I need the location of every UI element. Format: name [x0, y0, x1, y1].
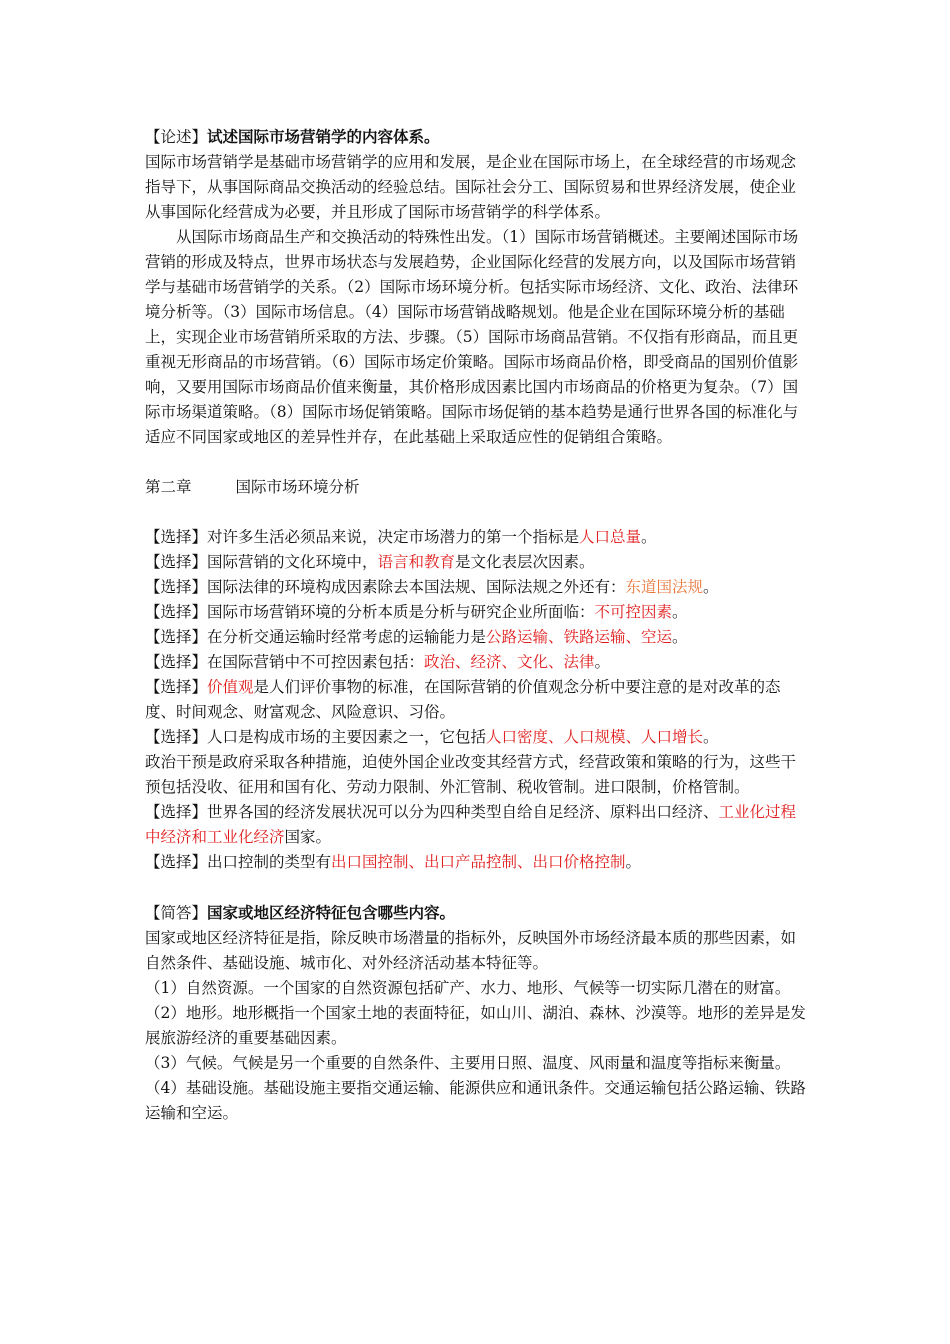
choice-tag: 【选择】 [145, 803, 208, 821]
choice-text-end: 。 [703, 728, 719, 746]
choice-text-end: 。 [594, 653, 611, 671]
choice-item [145, 625, 811, 650]
choice-text-end: 是文化表层次因素。 [455, 553, 595, 571]
choice-item [145, 725, 811, 750]
choice-answer: 不可控因素 [594, 603, 673, 621]
choice-text-end: 。 [641, 528, 657, 546]
choice-text: 国际市场营销环境的分析本质是分析与研究企业所面临： [207, 603, 595, 621]
essay-question [145, 124, 811, 150]
choice-tag: 【选择】 [145, 678, 208, 696]
choice-answer: 出口国控制、出口产品控制、出口价格控制 [331, 853, 626, 871]
choice-text: 国际营销的文化环境中， [207, 553, 378, 571]
choice-item [145, 600, 811, 625]
choice-item [145, 675, 811, 725]
short-answer-item: （4）基础设施。基础设施主要指交通运输、能源供应和通讯条件。交通运输包括公路运输、铁路运输和空运。 [145, 1079, 806, 1122]
choice-tag: 【选择】 [145, 728, 208, 746]
essay-question-text: 试述国际市场营销学的内容体系。 [207, 127, 440, 146]
choice-text-end: 。 [672, 628, 688, 646]
choice-tag: 【选择】 [145, 603, 208, 621]
essay-paragraph-2: 从国际市场商品生产和交换活动的特殊性出发。（1）国际市场营销概述。主要阐述国际市场营销的形成及特点，世界市场状态与发展趋势，企业国际化经营的发展方向，以及国际市场营销学与基础市场营销学的关系。（2）国际市场环境分析。包括实际市场经济、文化、政治、法律环境分析等。（3）国际市场信息。（4）国际市场营销战略规划。他是企业在国际环境分析的基础上，实现企业市场营销所采取的方法、步骤。（5）国际市场商品营销。不仅指有形商品，而且更重视无形商品的市场营销。（6）国际市场定价策略。国际市场商品价格，即受商品的国别价值影响，又要用国际市场商品价值来衡量，其价格形成因素比国内市场商品的价格更为复杂。（7）国际市场渠道策略。（8）国际市场促销策略。国际市场促销的基本趋势是通行世界各国的标准化与适应不同国家或地区的差异性并存，在此基础上采取适应性的促销组合策略。 [145, 228, 799, 446]
choice-item [145, 575, 811, 600]
choice-tag: 【选择】 [145, 653, 208, 671]
choice-item [145, 650, 811, 675]
choice-text-end: 。 [672, 603, 688, 621]
choice-text: 在国际营销中不可控因素包括： [207, 653, 425, 671]
choice-tag: 【选择】 [145, 853, 208, 871]
choice-answer: 人口密度、人口规模、人口增长 [486, 728, 704, 746]
choice-tag: 【选择】 [145, 628, 208, 646]
choice-answer: 人口总量 [579, 528, 642, 546]
choice-text: 出口控制的类型有 [207, 853, 332, 871]
choice-text: 世界各国的经济发展状况可以分为四种类型自给自足经济、原料出口经济、 [207, 803, 719, 821]
choice-answer: 东道国法规 [625, 578, 704, 596]
short-answer-item: （1）自然资源。一个国家的自然资源包括矿产、水力、地形、气候等一切实际几潜在的财富。 [145, 979, 791, 997]
chapter-title: 国际市场环境分析 [235, 478, 360, 496]
choice-text: 人口是构成市场的主要因素之一，它包括 [207, 728, 487, 746]
choice-item [145, 525, 811, 550]
short-answer-item: （2）地形。地形概指一个国家土地的表面特征，如山川、湖泊、森林、沙漠等。地形的差异是发展旅游经济的重要基础因素。 [145, 1004, 806, 1047]
choice-item [145, 850, 811, 875]
choice-tag: 【选择】 [145, 578, 208, 596]
choice-text-end: 。 [703, 578, 719, 596]
chapter-number: 第二章 [145, 478, 192, 496]
choice-tag: 【选择】 [145, 553, 208, 571]
choice-text: 国际法律的环境构成因素除去本国法规、国际法规之外还有： [207, 578, 626, 596]
choice-answer: 政治、经济、文化、法律 [424, 653, 595, 671]
choice-text: 对许多生活必须品来说，决定市场潜力的第一个指标是 [207, 528, 580, 546]
politics-note: 政治干预是政府采取各种措施，迫使外国企业改变其经营方式，经营政策和策略的行为，这些干预包括没收、征用和国有化、劳动力限制、外汇管制、税收管制。进口限制，价格管制。 [145, 753, 797, 796]
choice-text-end: 。 [625, 853, 642, 871]
short-answer-item: （3）气候。气候是另一个重要的自然条件、主要用日照、温度、风雨量和温度等指标来衡量。 [145, 1054, 791, 1072]
choice-answer: 公路运输、铁路运输、空运 [486, 628, 673, 646]
short-answer-intro: 国家或地区经济特征是指，除反映市场潜量的指标外，反映国外市场经济最本质的那些因素，如自然条件、基础设施、城市化、对外经济活动基本特征等。 [145, 929, 797, 972]
choice-answer: 价值观 [207, 678, 254, 696]
choice-item [145, 800, 811, 850]
essay-tag: 【论述】 [145, 128, 208, 146]
choice-answer: 语言和教育 [377, 553, 456, 571]
essay-paragraph-1: 国际市场营销学是基础市场营销学的应用和发展，是企业在国际市场上，在全球经营的市场观念指导下，从事国际商品交换活动的经验总结。国际社会分工、国际贸易和世界经济发展，使企业从事国际化经营成为必要，并且形成了国际市场营销学的科学体系。 [145, 153, 797, 221]
choice-text-end: 国家。 [284, 828, 332, 846]
choice-text: 在分析交通运输时经常考虑的运输能力是 [207, 628, 487, 646]
short-answer-question [145, 900, 811, 926]
chapter-heading [145, 475, 811, 500]
document-page [145, 124, 811, 1126]
choice-item [145, 550, 811, 575]
choice-text-end: 是人们评价事物的标准，在国际营销的价值观念分析中要注意的是对改革的态度、时间观念、财富观念、风险意识、习俗。 [145, 678, 781, 721]
short-answer-tag: 【简答】 [145, 904, 208, 922]
choice-tag: 【选择】 [145, 528, 208, 546]
choice-answer: 工业化过程中经济和工业化经济 [145, 803, 797, 846]
short-answer-question-text: 国家或地区经济特征包含哪些内容。 [207, 903, 456, 922]
